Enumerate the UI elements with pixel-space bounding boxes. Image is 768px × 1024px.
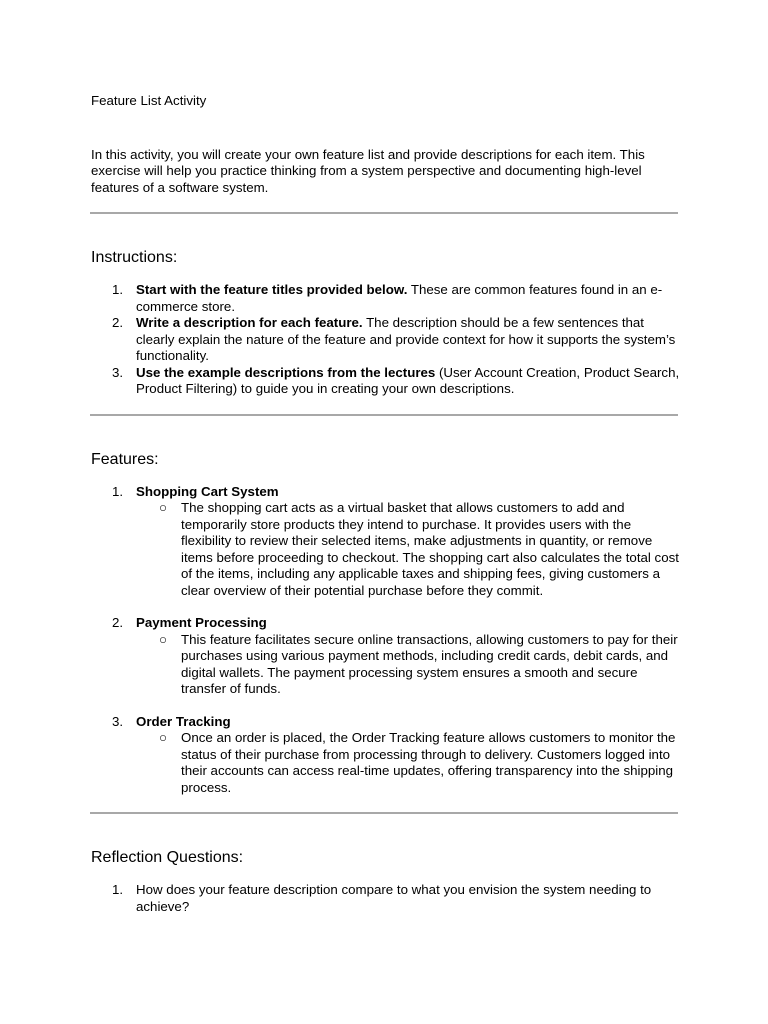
- instruction-lead: Use the example descriptions from the lectures: [136, 364, 436, 380]
- reflection-list: [91, 882, 681, 915]
- section-divider: [90, 414, 678, 416]
- hollow-bullet-icon: ○: [159, 500, 168, 515]
- list-number: 1.: [112, 282, 124, 297]
- feature-description-text: The shopping cart acts as a virtual basket that allows customers to add and temporarily store products they intend to purchase. It provides users with the flexibility to review their selected items, make adjustments in quantity, or remove items before proceeding to checkout. The shopping cart also calculates the total cost of the items, including any applicable taxes and shipping fees, giving customers a clear overview of their potential purchase before they commit.: [181, 500, 679, 598]
- instruction-text: These are common features found in an e-commerce store.: [136, 282, 663, 314]
- feature-description: [136, 730, 681, 796]
- instructions-list: [91, 282, 681, 398]
- document-body: [91, 93, 681, 915]
- list-number: 1.: [112, 882, 124, 897]
- feature-description-text: Once an order is placed, the Order Tracking feature allows customers to monitor the status of their purchase from processing through to delivery. Customers logged into their accounts can access real-time updates, offering transparency into the shipping process.: [181, 730, 676, 795]
- list-number: 3.: [112, 713, 124, 729]
- list-number: 1.: [112, 483, 124, 499]
- feature-description: [136, 632, 681, 698]
- feature-title: Order Tracking: [136, 713, 231, 729]
- intro-paragraph: In this activity, you will create your own feature list and provide descriptions for each item. This exercise will help you practice thinking from a system perspective and documenting high-level features of a software system.: [91, 146, 645, 195]
- feature-description-text: This feature facilitates secure online transactions, allowing customers to pay for their purchases using various payment methods, including credit cards, debit cards, and digital wallets. The payment processing system ensures a smooth and secure transfer of funds.: [181, 631, 678, 696]
- features-heading: Features:: [91, 450, 159, 468]
- instruction-item: [91, 365, 681, 398]
- instruction-item: [91, 315, 681, 365]
- feature-title: Payment Processing: [136, 615, 267, 630]
- hollow-bullet-icon: ○: [159, 631, 168, 647]
- reflection-heading: Reflection Questions:: [91, 849, 244, 866]
- instructions-heading: Instructions:: [91, 249, 178, 266]
- instruction-text: (User Account Creation, Product Search, Product Filtering) to guide you in creating your own descriptions.: [136, 364, 680, 396]
- feature-item: [91, 615, 681, 698]
- feature-description: [136, 500, 681, 599]
- instruction-lead: Start with the feature titles provided below.: [136, 282, 408, 297]
- features-list: [91, 484, 681, 797]
- list-number: 3.: [112, 364, 124, 380]
- instruction-text: The description should be a few sentences that clearly explain the nature of the feature and provide context for how it supports the system’s functionality.: [136, 315, 676, 363]
- section-divider: [90, 212, 678, 214]
- reflection-question-text: How does your feature description compare to what you envision the system needing to achieve?: [136, 882, 652, 914]
- list-number: 2.: [112, 315, 124, 330]
- feature-title: Shopping Cart System: [136, 483, 279, 499]
- instruction-lead: Write a description for each feature.: [136, 315, 363, 330]
- feature-item: [91, 714, 681, 797]
- list-number: 2.: [112, 615, 124, 630]
- hollow-bullet-icon: ○: [159, 730, 168, 745]
- instruction-item: [91, 282, 681, 315]
- feature-item: [91, 484, 681, 600]
- reflection-question: [91, 882, 681, 915]
- document-title: Feature List Activity: [91, 93, 207, 108]
- section-divider: [90, 812, 678, 814]
